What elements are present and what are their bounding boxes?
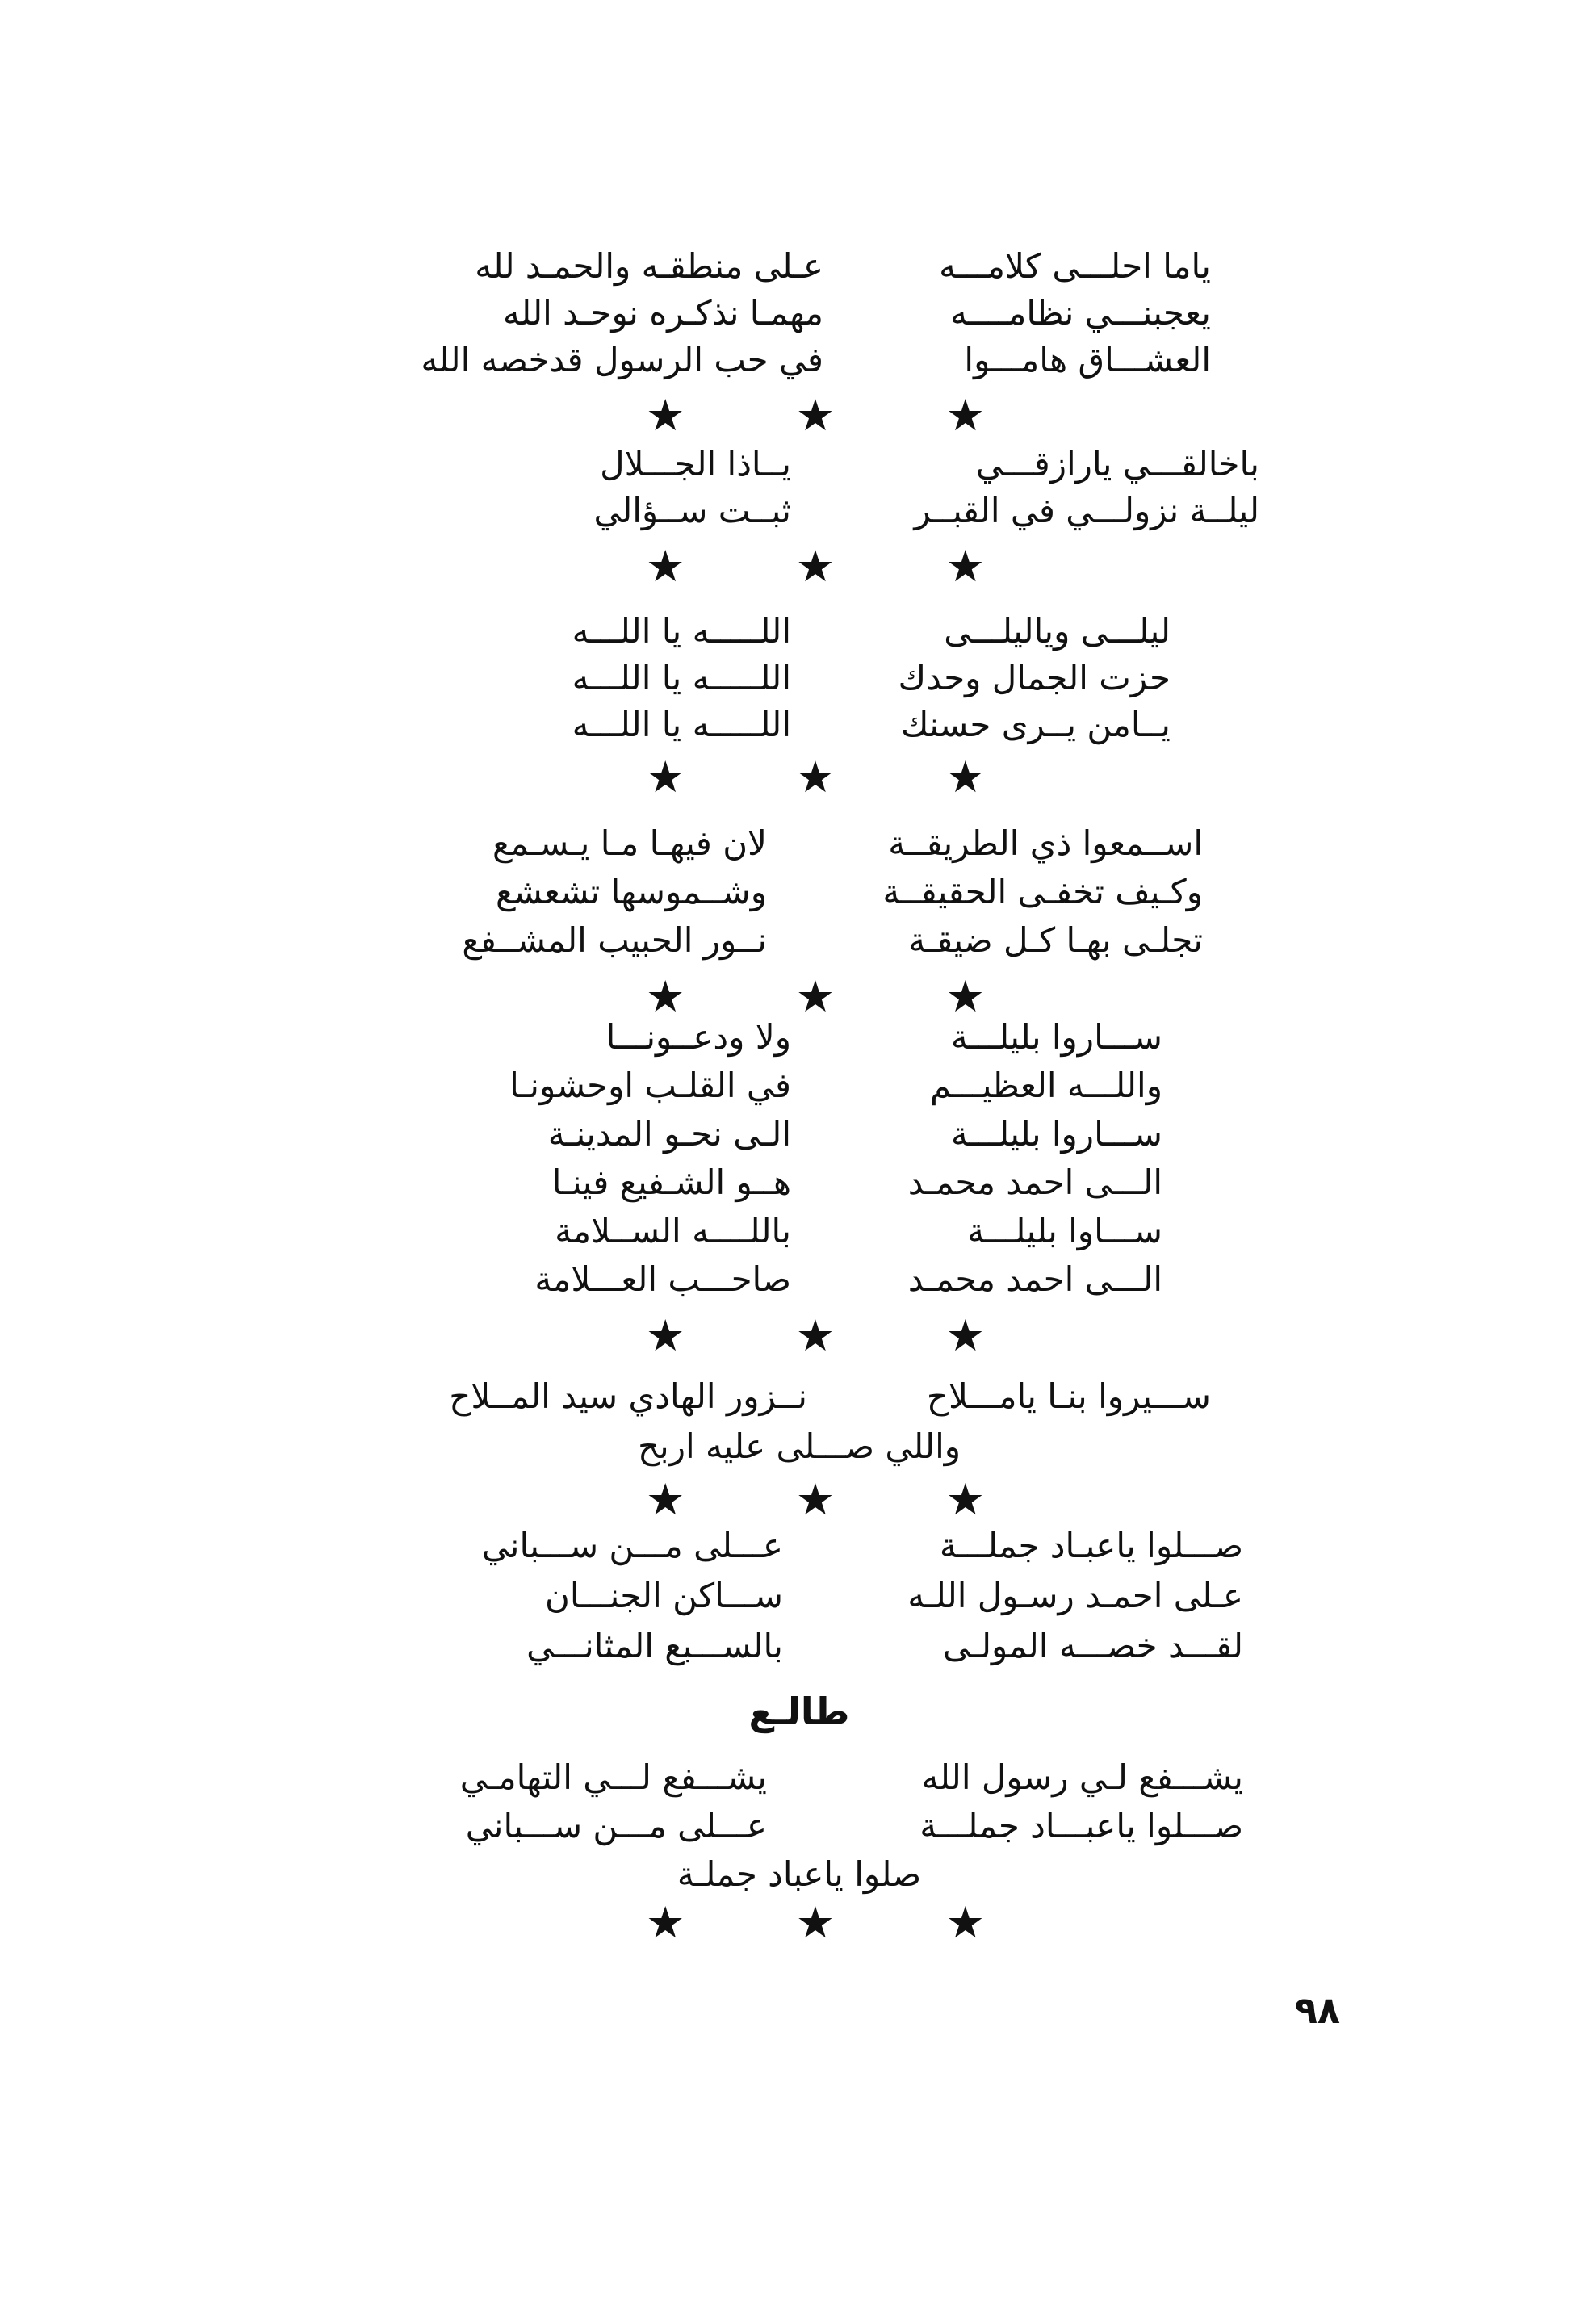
verse-right-hemistich: ياما احلـــى كلامـــه — [939, 246, 1211, 286]
page-number: ٩٨ — [1294, 1988, 1340, 2032]
star-divider — [646, 1899, 985, 1947]
verse-right-hemistich: ســـاروا بليلـــة — [950, 1017, 1162, 1057]
star-icon: ★ — [945, 541, 985, 592]
verse-left-hemistich: في حب الرسول قدخصه الله — [421, 340, 823, 379]
star-icon: ★ — [646, 752, 685, 802]
verse-left-hemistich: يشـــفع لـــي التهامـي — [459, 1757, 767, 1797]
star-icon: ★ — [945, 390, 985, 441]
verse-left-hemistich: وشــموسها تشعشع — [496, 872, 767, 911]
verse-left-hemistich: صاحـــب العـــلامة — [534, 1259, 791, 1299]
verse-right-hemistich: تجلـى بهـا كـل ضيقـة — [908, 920, 1203, 960]
verse-left-hemistich: الـى نحـو المدينـة — [547, 1114, 791, 1154]
verse-right-hemistich: لقـــد خصـــه المولـى — [942, 1626, 1243, 1665]
star-divider — [646, 392, 985, 440]
star-icon: ★ — [646, 971, 685, 1022]
verse-right-hemistich: ليلــة نزولـــي في القبــر — [914, 491, 1259, 530]
verse-left-hemistich: اللـــــه يا اللـــه — [572, 705, 791, 744]
verse-right-hemistich: باخالقـــي يارازقـــي — [975, 444, 1259, 484]
verse-left-hemistich: لان فيهـا مـا يـسـمع — [492, 823, 767, 863]
verse-right-hemistich: يعجبنـــي نظامــــه — [950, 293, 1211, 333]
star-icon: ★ — [646, 390, 685, 441]
star-icon: ★ — [646, 541, 685, 592]
verse-left-hemistich: نــور الحبيب المشــفع — [462, 920, 767, 960]
verse-right-hemistich: صـــلوا ياعبـاد جملـــة — [939, 1526, 1243, 1565]
verse-left-hemistich: ولا ودعــونـــا — [605, 1017, 791, 1057]
verse-left-hemistich: عـــلى مـــن ســـباني — [465, 1806, 767, 1845]
verse-right-hemistich: الـــى احمد محمـد — [907, 1162, 1162, 1202]
verse-right-hemistich: العشـــاق هامـــوا — [964, 340, 1211, 379]
star-divider — [646, 1476, 985, 1524]
verse-left-hemistich: عـلى منطقـه والحمـد لله — [475, 246, 823, 286]
star-icon: ★ — [795, 752, 836, 802]
verse-right-hemistich: صـــلوا ياعبـــاد جملـــة — [919, 1806, 1243, 1845]
verse-left-hemistich: نــزور الهادي سيد المــلاح — [449, 1376, 807, 1416]
verse-right-hemistich: عـلى احمـد رسـول اللـه — [907, 1576, 1243, 1615]
verse-left-hemistich: اللـــــه يا اللـــه — [572, 611, 791, 651]
star-icon: ★ — [795, 1897, 836, 1948]
verse-right-hemistich: الـــى احمد محمـد — [907, 1259, 1162, 1299]
verse-left-hemistich: عـــلى مـــن ســـباني — [481, 1526, 783, 1565]
star-icon: ★ — [795, 1474, 836, 1525]
verse-left-hemistich: باللــــه الســلامة — [555, 1211, 791, 1250]
verse-single-line: واللي صـــلى عليه اربح — [637, 1426, 961, 1466]
star-icon: ★ — [795, 390, 836, 441]
verse-right-hemistich: ســـاروا بليلـــة — [950, 1114, 1162, 1154]
verse-right-hemistich: ســـاوا بليلـــة — [967, 1211, 1162, 1250]
verse-right-hemistich: ســـيروا بنـا يامـــلاح — [926, 1376, 1211, 1416]
star-icon: ★ — [646, 1310, 685, 1361]
star-icon: ★ — [945, 1310, 985, 1361]
verse-left-hemistich: ثبــت ســؤالي — [593, 491, 791, 530]
verse-right-hemistich: ليلـــى وياليلـــى — [944, 611, 1171, 651]
verse-left-hemistich: مهمـا نذكـره نوحـد الله — [502, 293, 823, 333]
star-icon: ★ — [795, 541, 836, 592]
star-icon: ★ — [646, 1474, 685, 1525]
star-divider — [646, 1312, 985, 1360]
verse-right-hemistich: واللـــه العظيـــم — [929, 1066, 1162, 1105]
verse-right-hemistich: يــامن يــرى حسنك — [900, 705, 1171, 744]
star-icon: ★ — [945, 752, 985, 802]
star-icon: ★ — [945, 1474, 985, 1525]
verse-single-line: صلوا ياعباد جملـة — [677, 1854, 922, 1894]
verse-left-hemistich: في القلـب اوحشونـا — [509, 1066, 791, 1105]
star-icon: ★ — [646, 1897, 685, 1948]
star-divider — [646, 542, 985, 591]
verse-left-hemistich: يــاذا الجـــلال — [600, 444, 791, 484]
star-icon: ★ — [795, 1310, 836, 1361]
star-divider — [646, 753, 985, 802]
verse-left-hemistich: ســـاكن الجنـــان — [544, 1576, 783, 1615]
star-icon: ★ — [795, 971, 836, 1022]
section-heading: طالـع — [748, 1690, 850, 1733]
verse-right-hemistich: اســمعوا ذي الطريقــة — [888, 823, 1203, 863]
verse-right-hemistich: وكـيف تخفـى الحقيقــة — [882, 872, 1203, 911]
star-icon: ★ — [945, 971, 985, 1022]
verse-left-hemistich: بالســـبع المثانـــي — [526, 1626, 783, 1665]
verse-left-hemistich: اللـــــه يا اللـــه — [572, 658, 791, 697]
verse-left-hemistich: هــو الشـفيع فينـا — [551, 1162, 791, 1202]
star-icon: ★ — [945, 1897, 985, 1948]
verse-right-hemistich: يشـــفع لـي رسول الله — [921, 1757, 1243, 1797]
verse-right-hemistich: حزت الجمال وحدك — [898, 658, 1171, 697]
